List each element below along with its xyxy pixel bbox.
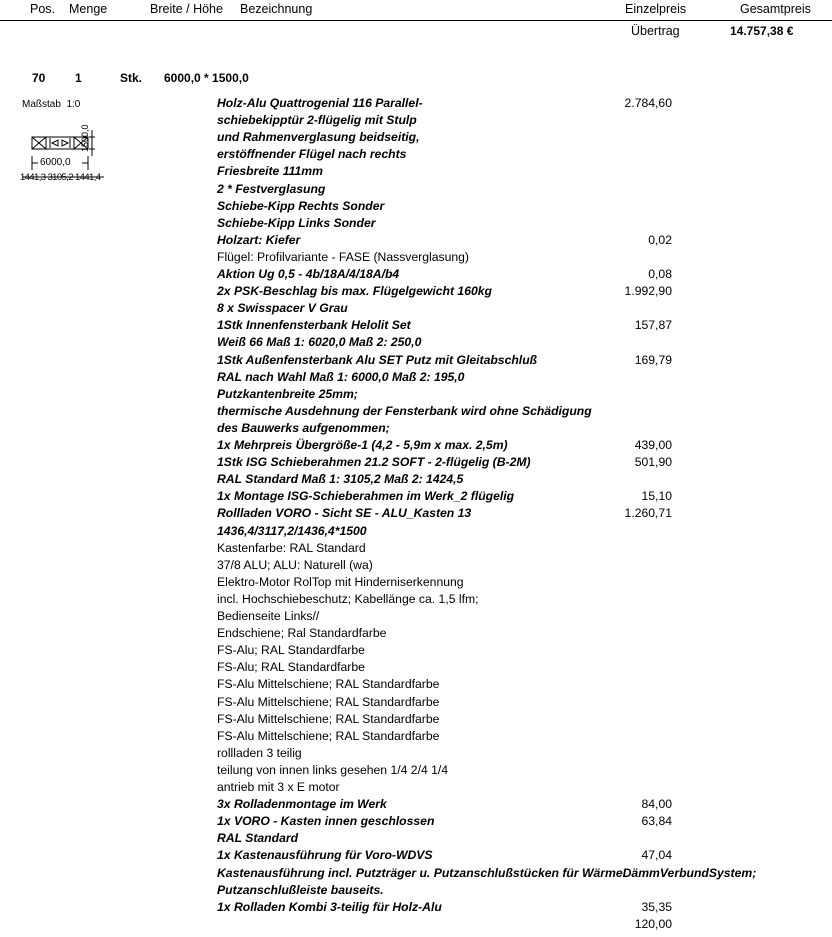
unit-price: 15,10 xyxy=(641,489,672,504)
sketch-width-label: 6000,0 xyxy=(40,157,71,168)
header-einzelpreis: Einzelpreis xyxy=(625,2,687,16)
description-line: teilung von innen links gesehen 1/4 2/4 1/4 xyxy=(217,762,449,777)
description-line: RAL Standard Maß 1: 3105,2 Maß 2: 1424,5 xyxy=(217,472,464,487)
description-line: Rollladen VORO - Sicht SE - ALU_Kasten 13 xyxy=(217,506,472,521)
unit-price: 120,00 xyxy=(634,916,672,931)
header-pos: Pos. xyxy=(30,2,56,16)
description-line: 2 * Festverglasung xyxy=(217,181,326,196)
description-line: Endschiene; Ral Standardfarbe xyxy=(217,626,387,641)
description-line: 1x Rolladen Kombi 3-teilig für Holz-Alu xyxy=(217,899,442,914)
description-line: 2x PSK-Beschlag bis max. Flügelgewicht 160kg xyxy=(217,284,492,299)
unit-price: 84,00 xyxy=(641,797,672,812)
description-line: RAL Standard xyxy=(217,831,299,846)
unit-price: 439,00 xyxy=(634,438,672,452)
position-number: 70 xyxy=(32,71,46,85)
description-line: Schiebe-Kipp Links Sonder xyxy=(217,215,376,230)
description-line: 8 x Swisspacer V Grau xyxy=(217,301,348,316)
unit-price: 157,87 xyxy=(634,318,672,333)
description-line: rollladen 3 teilig xyxy=(217,745,302,760)
description-line: 1Stk Außenfensterbank Alu SET Putz mit Gleitabschluß xyxy=(217,352,538,367)
description-line: Flügel: Profilvariante - FASE (Nassverglasung) xyxy=(217,249,469,264)
header-rule xyxy=(0,20,832,21)
description-line: 1436,4/3117,2/1436,4*1500 xyxy=(217,523,367,538)
description-line: 1x Montage ISG-Schieberahmen im Werk_2 flügelig xyxy=(217,489,515,504)
description-line: 1Stk ISG Schieberahmen 21.2 SOFT - 2-flügelig (B-2M) xyxy=(217,455,531,470)
description-line: Weiß 66 Maß 1: 6020,0 Maß 2: 250,0 xyxy=(217,335,422,350)
description-line: FS-Alu; RAL Standardfarbe xyxy=(217,660,365,675)
unit-price: 2.784,60 xyxy=(624,96,672,110)
unit-price: 169,79 xyxy=(634,352,672,367)
description-line: Holz-Alu Quattrogenial 116 Parallel- xyxy=(217,96,423,110)
description-line: incl. Hochschiebeschutz; Kabellänge ca. 1,5 lfm; xyxy=(217,591,479,606)
description-line: FS-Alu Mittelschiene; RAL Standardfarbe xyxy=(217,694,440,709)
description-line: Putzkantenbreite 25mm; xyxy=(217,386,358,401)
description-list xyxy=(0,95,832,937)
description-line: erstöffnender Flügel nach rechts xyxy=(217,147,407,162)
unit-price: 47,04 xyxy=(641,848,672,863)
unit-price: 35,35 xyxy=(641,899,672,914)
sketch-bottom-label: 1441,3 3105,2 1441,4 xyxy=(20,172,101,183)
position-unit: Stk. xyxy=(120,71,143,85)
uebertrag-amount: 14.757,38 € xyxy=(730,24,794,38)
description-line: FS-Alu Mittelschiene; RAL Standardfarbe xyxy=(217,728,440,743)
header-gesamtpreis: Gesamtpreis xyxy=(740,2,811,16)
unit-price: 63,84 xyxy=(641,814,672,829)
unit-price: 0,08 xyxy=(648,267,672,281)
description-line: FS-Alu Mittelschiene; RAL Standardfarbe xyxy=(217,677,440,692)
position-dims: 6000,0 * 1500,0 xyxy=(164,71,249,85)
description-line: Bedienseite Links// xyxy=(217,609,320,623)
scale-label-text: Maßstab xyxy=(22,99,61,110)
unit-price: 1.992,90 xyxy=(624,284,672,299)
description-line: RAL nach Wahl Maß 1: 6000,0 Maß 2: 195,0 xyxy=(217,369,465,384)
description-line: Putzanschlußleiste bauseits. xyxy=(217,882,384,897)
sketch-height-label: 1500,0 xyxy=(80,124,90,152)
description-line: Schiebe-Kipp Rechts Sonder xyxy=(217,198,385,213)
position-menge: 1 xyxy=(75,71,82,85)
header-breite-hoehe: Breite / Höhe xyxy=(150,2,223,16)
description-line: 1x Kastenausführung für Voro-WDVS xyxy=(217,848,433,863)
unit-price: 1.260,71 xyxy=(624,506,672,521)
description-line: des Bauwerks aufgenommen; xyxy=(217,420,390,435)
description-line: Elektro-Motor RolTop mit Hinderniserkennung xyxy=(217,574,464,589)
description-line: FS-Alu; RAL Standardfarbe xyxy=(217,643,365,658)
description-line: und Rahmenverglasung beidseitig, xyxy=(217,130,420,145)
header-menge: Menge xyxy=(69,2,108,16)
description-line: 1x Mehrpreis Übergröße-1 (4,2 - 5,9m x max. 2,5m) xyxy=(217,438,508,452)
description-line: 37/8 ALU; ALU: Naturell (wa) xyxy=(217,557,373,572)
scale-value: 1:0 xyxy=(66,99,81,110)
description-line: antrieb mit 3 x E motor xyxy=(217,780,340,794)
description-line: 1x VORO - Kasten innen geschlossen xyxy=(217,814,435,829)
description-line: Kastenausführung incl. Putzträger u. Putzanschlußstücken für WärmeDämmVerbundSystem; xyxy=(217,865,757,880)
unit-price: 501,90 xyxy=(634,455,672,470)
description-line: FS-Alu Mittelschiene; RAL Standardfarbe xyxy=(217,711,440,726)
description-line: 1Stk Innenfensterbank Helolit Set xyxy=(217,318,411,333)
description-line: schiebekipptür 2-flügelig mit Stulp xyxy=(217,113,417,128)
description-line: Holzart: Kiefer xyxy=(217,232,301,247)
description-line: Kastenfarbe: RAL Standard xyxy=(217,540,366,555)
description-line: 3x Rolladenmontage im Werk xyxy=(217,797,387,812)
unit-price: 0,02 xyxy=(648,232,672,247)
description-line: Friesbreite 111mm xyxy=(217,164,323,179)
uebertrag-label: Übertrag xyxy=(631,24,680,38)
description-line: thermische Ausdehnung der Fensterbank wird ohne Schädigung xyxy=(217,403,592,418)
header-bezeichnung: Bezeichnung xyxy=(240,2,313,16)
description-line: Aktion Ug 0,5 - 4b/18A/4/18A/b4 xyxy=(217,267,400,281)
